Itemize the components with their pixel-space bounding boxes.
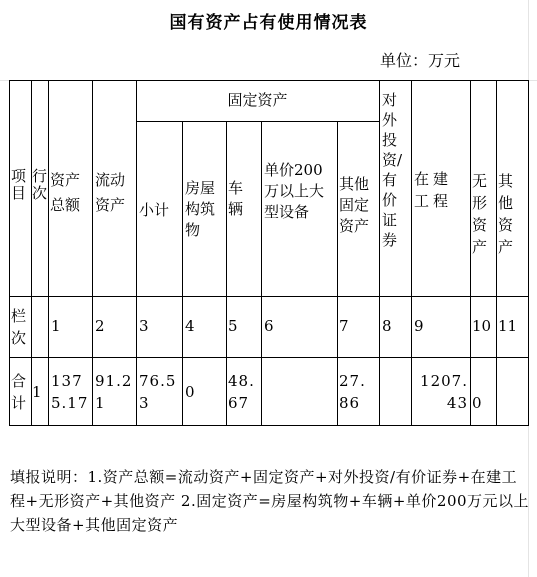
subtotal-value: 76.53 bbox=[139, 372, 177, 412]
column-index-7: 7 bbox=[339, 317, 349, 335]
header-buildings: 房屋构筑物 bbox=[185, 179, 216, 239]
header-intangible: 无形资产 bbox=[472, 172, 488, 256]
header-current-assets: 流动资产 bbox=[95, 171, 126, 214]
header-fixed-assets: 固定资产 bbox=[227, 91, 288, 109]
column-index-5: 5 bbox=[228, 317, 238, 335]
column-index-2: 2 bbox=[95, 317, 105, 335]
vehicles-value: 48.67 bbox=[228, 372, 255, 412]
unit-label: 单位：万元 bbox=[380, 51, 461, 70]
intangible-value: 0 bbox=[472, 394, 482, 412]
other-fixed-value: 27.86 bbox=[339, 372, 366, 412]
column-index-11: 11 bbox=[498, 317, 518, 335]
column-index-label: 栏次 bbox=[11, 307, 27, 347]
total-row-line-no: 1 bbox=[32, 383, 42, 401]
column-index-1: 1 bbox=[51, 317, 61, 335]
total-row-label: 合计 bbox=[11, 372, 27, 412]
header-subtotal: 小计 bbox=[139, 201, 170, 219]
construction-value: 1207.43 bbox=[420, 372, 468, 412]
header-vehicles: 车辆 bbox=[228, 179, 244, 218]
header-item: 项目 bbox=[11, 167, 27, 202]
column-index-4: 4 bbox=[185, 317, 195, 335]
current-assets-value: 91.21 bbox=[95, 372, 133, 412]
column-index-8: 8 bbox=[382, 317, 392, 335]
header-total-assets: 资产总额 bbox=[50, 171, 81, 214]
column-index-6: 6 bbox=[264, 317, 274, 335]
column-index-10: 10 bbox=[472, 317, 492, 335]
header-line-no: 行次 bbox=[32, 167, 48, 202]
column-index-9: 9 bbox=[414, 317, 424, 335]
column-index-3: 3 bbox=[139, 317, 149, 335]
filling-instructions: 填报说明：1.资产总额=流动资产+固定资产+对外投资/有价证券+在建工程+无形资产+其他资产 2.固定资产=房屋构筑物+车辆+单价200万元以上大型设备+其他固定资产 bbox=[10, 468, 530, 534]
header-other-assets: 其他资产 bbox=[498, 172, 514, 256]
header-external-investment: 对外投资/有价证券 bbox=[382, 91, 403, 249]
table-title: 国有资产占有使用情况表 bbox=[169, 13, 368, 33]
header-large-equipment: 单价200万以上大型设备 bbox=[264, 161, 325, 221]
buildings-value: 0 bbox=[185, 383, 195, 401]
header-other-fixed: 其他固定资产 bbox=[339, 175, 370, 235]
header-construction: 在建工程 bbox=[414, 170, 453, 210]
total-assets-value: 1375.17 bbox=[51, 372, 89, 412]
